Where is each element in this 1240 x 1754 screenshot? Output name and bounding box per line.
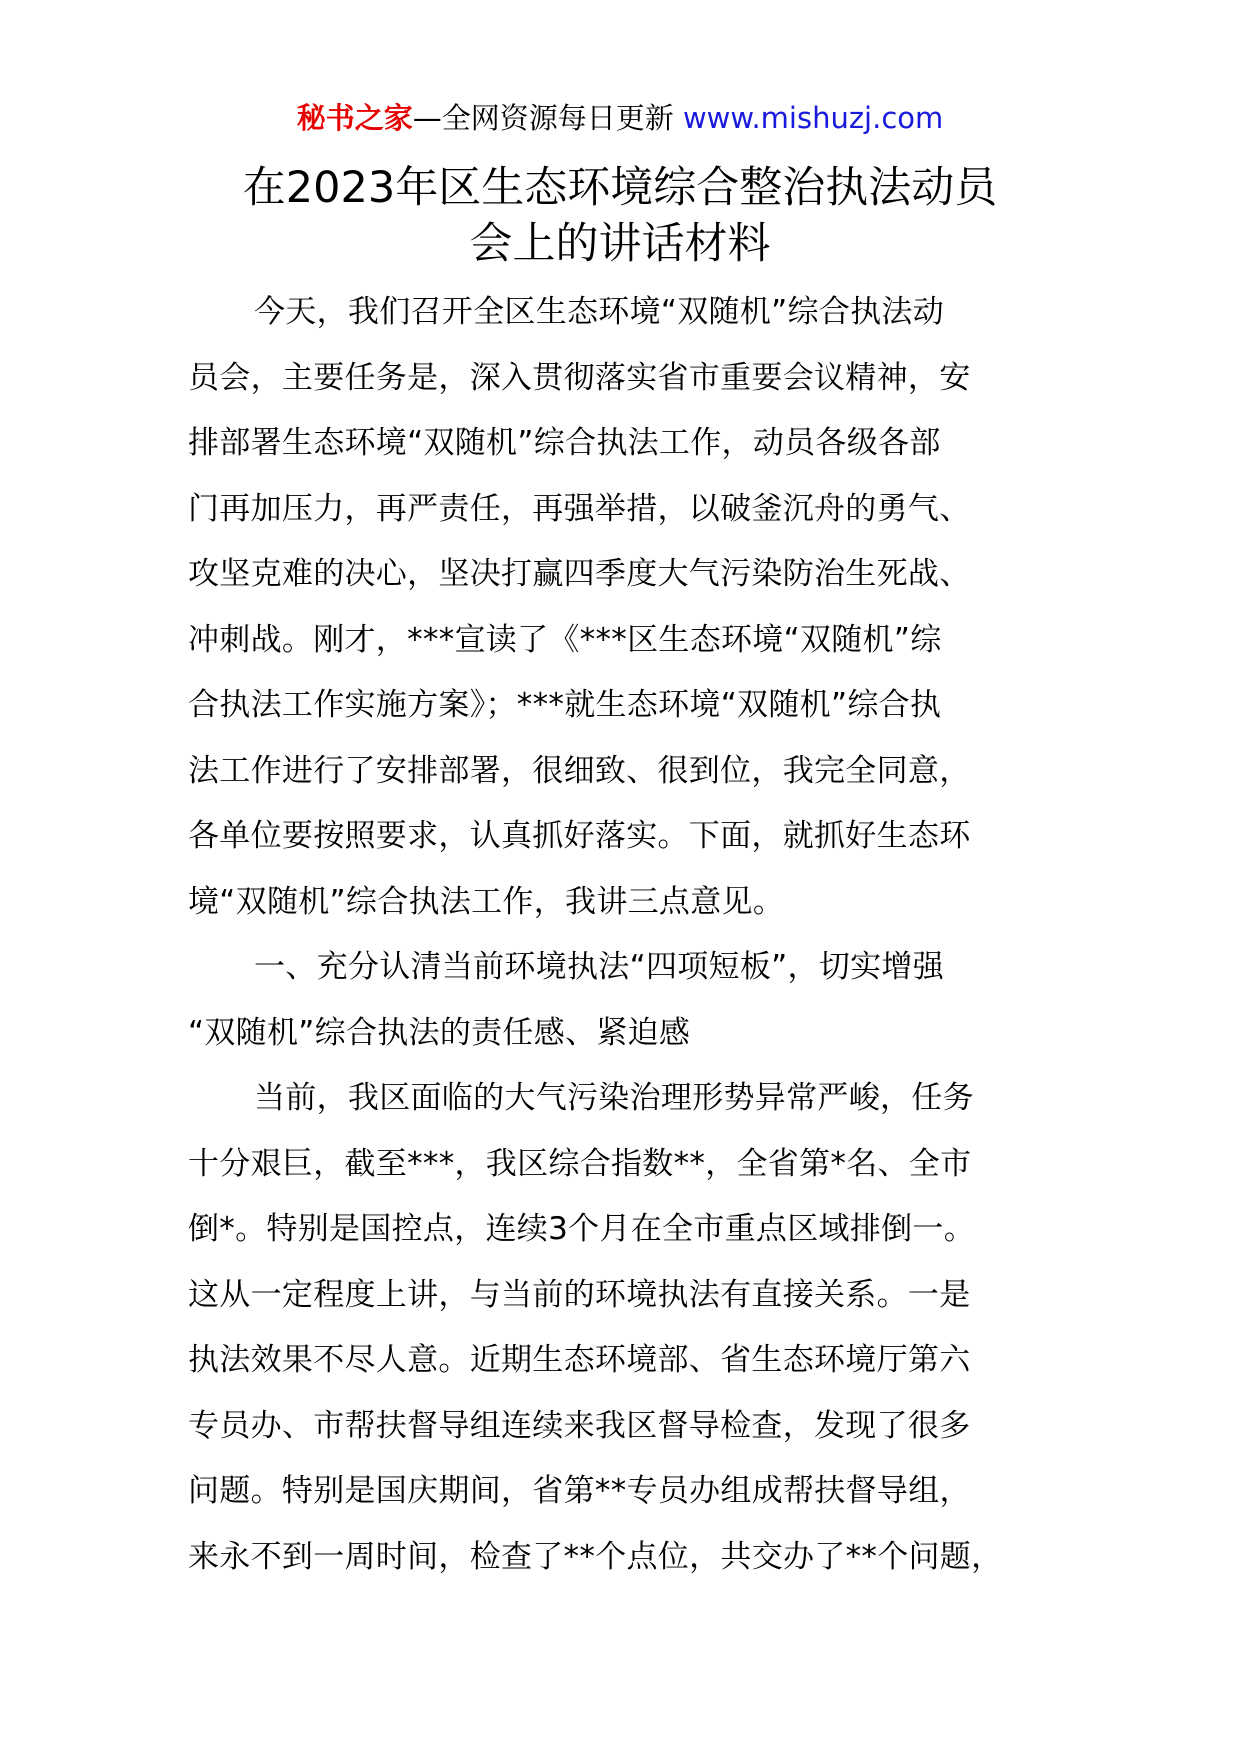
body-line: 法工作进行了安排部署，很细致、很到位，我完全同意， [188, 752, 971, 789]
body-line: 倒*。特别是国控点，连续3个月在全市重点区域排倒一。 [188, 1211, 976, 1247]
document-title [150, 160, 1090, 272]
body-line: 执法效果不尽人意。近期生态环境部、省生态环境厅第六 [188, 1342, 971, 1378]
header-tagline: —全网资源每日更新 [412, 101, 674, 135]
body-line: 当前，我区面临的大气污染治理形势异常严峻，任务 [254, 1080, 974, 1116]
brand-name: 秘书之家 [296, 101, 413, 135]
section-heading-line: 一、充分认清当前环境执法“四项短板”，切实增强 [254, 949, 945, 985]
body-line: 门再加压力，再严责任，再强举措，以破釜沉舟的勇气、 [188, 490, 971, 527]
title-line-2: 会上的讲话材料 [469, 219, 771, 269]
body-line: 这从一定程度上讲，与当前的环境执法有直接关系。一是 [188, 1276, 971, 1313]
body-line: 今天，我们召开全区生态环境“双随机”综合执法动 [254, 294, 945, 330]
body-line: 境“双随机”综合执法工作，我讲三点意见。 [188, 883, 785, 920]
site-url[interactable]: www.mishuzj.com [682, 101, 944, 135]
body-line: 专员办、市帮扶督导组连续来我区督导检查，发现了很多 [188, 1407, 971, 1444]
body-line: 合执法工作实施方案》；***就生态环境“双随机”综合执 [188, 687, 942, 723]
body-line: 冲刺战。刚才，***宣读了《***区生态环境“双随机”综 [188, 621, 942, 658]
title-line-1: 在2023年区生态环境综合整治执法动员 [242, 163, 998, 213]
site-header [0, 98, 1240, 139]
body-line: 攻坚克难的决心，坚决打赢四季度大气污染防治生死战、 [188, 556, 971, 592]
body-line: 排部署生态环境“双随机”综合执法工作，动员各级各部 [188, 425, 941, 461]
body-line: 各单位要按照要求，认真抓好落实。下面，就抓好生态环 [188, 818, 971, 854]
body-line: 来永不到一周时间，检查了**个点位，共交办了**个问题， [188, 1538, 1003, 1575]
section-heading-line: “双随机”综合执法的责任感、紧迫感 [188, 1014, 691, 1051]
body-line: 问题。特别是国庆期间，省第**专员办组成帮扶督导组， [188, 1473, 971, 1509]
body-line: 员会，主要任务是，深入贯彻落实省市重要会议精神，安 [188, 359, 971, 396]
document-body [188, 292, 1068, 1602]
body-line: 十分艰巨，截至***，我区综合指数**，全省第*名、全市 [188, 1145, 972, 1182]
